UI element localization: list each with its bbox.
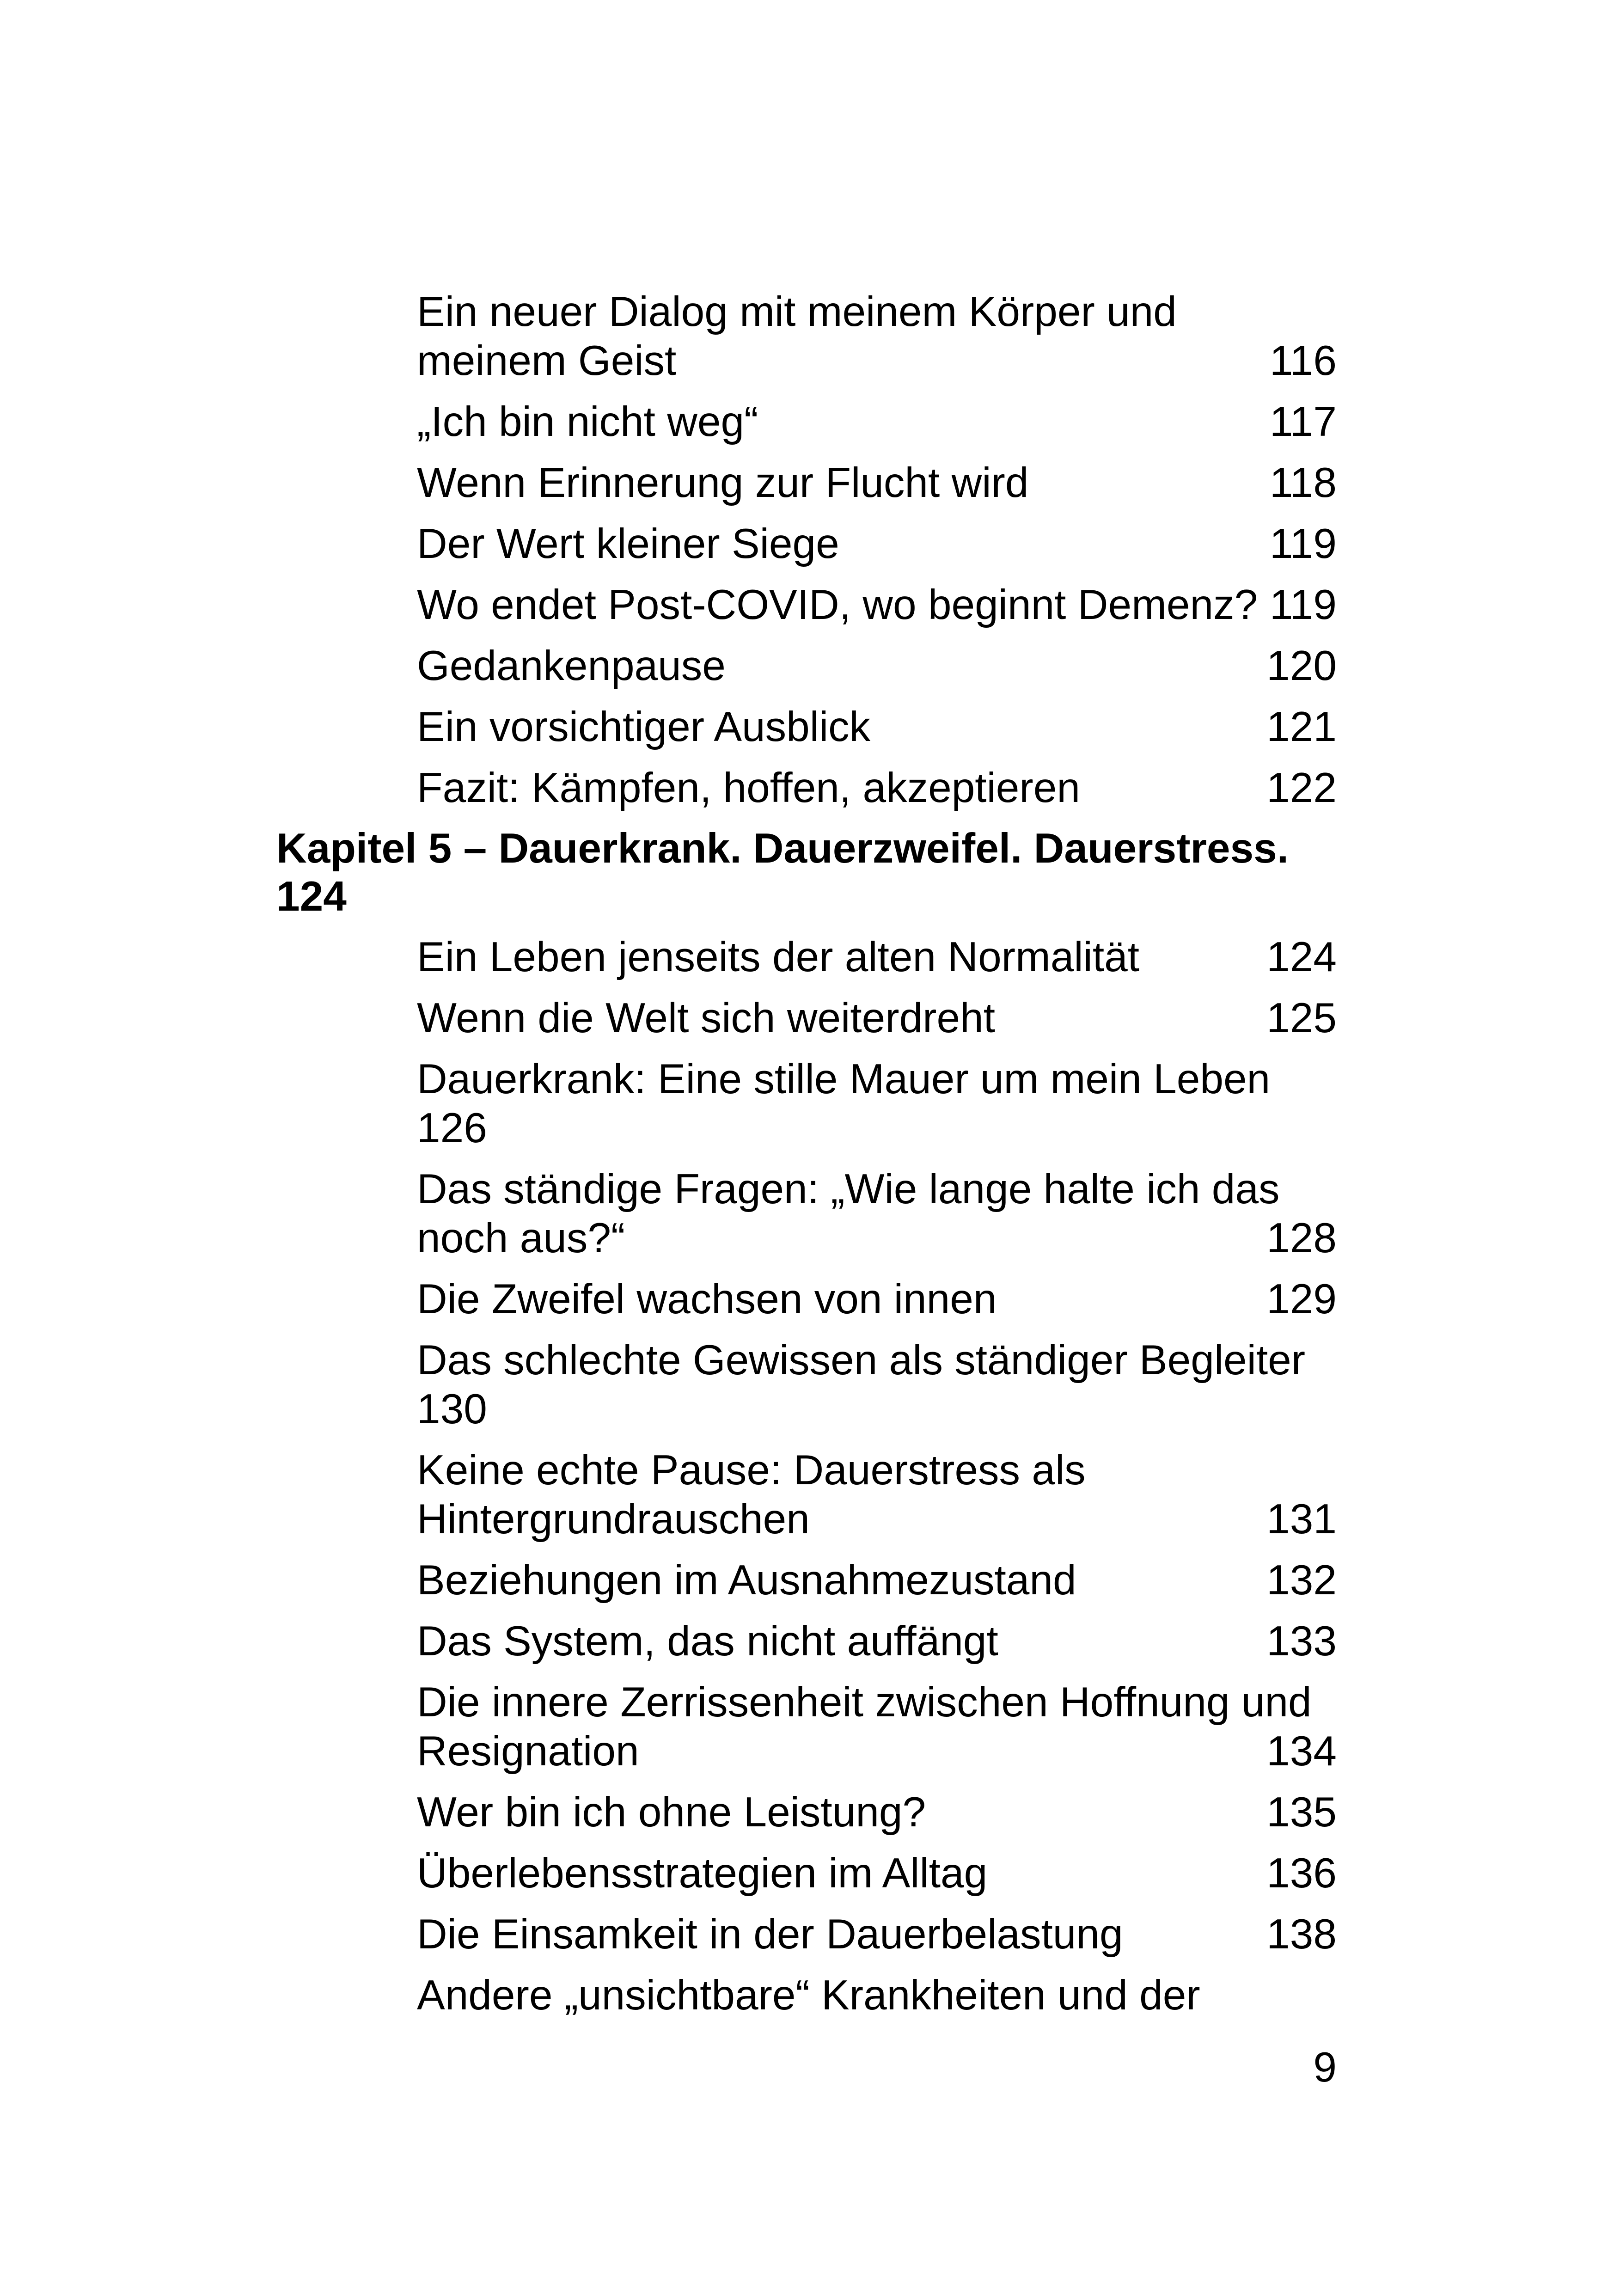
toc-entry-title: Fazit: Kämpfen, hoffen, akzeptieren [417,765,1080,811]
toc-entry [417,703,1337,752]
chapter-heading [276,825,1339,921]
toc-entry-title: Beziehungen im Ausnahmezustand [417,1557,1076,1604]
toc-entry-page: 130 [417,1386,487,1433]
toc-entry-title: Andere „unsichtbare“ Krankheiten und der [417,1972,1200,2019]
toc-entry-page: 132 [1266,1557,1337,1604]
toc-entry-title: Wenn Erinnerung zur Flucht wird [417,459,1029,506]
toc-entry-title: Ein vorsichtiger Ausblick [417,704,871,750]
toc-section-before [0,288,1614,813]
page-number: 9 [1313,2044,1337,2091]
chapter-page-number: 124 [276,873,347,920]
toc-entry [417,1165,1337,1263]
toc-entry [417,933,1337,982]
toc-entry [417,1678,1337,1776]
toc-entry-title: Dauerkrank: Eine stille Mauer um mein Leben [417,1056,1271,1102]
chapter-title: Kapitel 5 – Dauerkrank. Dauerzweifel. Dauerstress. [276,825,1289,872]
toc-entry-page: 118 [1269,459,1337,506]
toc-entry-title: Wo endet Post-COVID, wo beginnt Demenz? [417,582,1258,628]
toc-entry-page: 125 [1266,995,1337,1041]
toc-entry-title: Das ständige Fragen: „Wie lange halte ich das noch aus?“ [417,1166,1280,1261]
toc-entry-page: 134 [1266,1728,1337,1775]
toc-entry-title: Wenn die Welt sich weiterdreht [417,995,995,1041]
toc-entry-title: Das System, das nicht auffängt [417,1618,998,1665]
toc-entry-page: 135 [1266,1789,1337,1836]
toc-entry-page: 120 [1266,643,1337,689]
toc-entry-page: 138 [1266,1911,1337,1958]
toc-entry-title: Keine echte Pause: Dauerstress als Hintergrundrauschen [417,1447,1086,1543]
toc-entry [417,1971,1337,2020]
toc-entry [417,1788,1337,1837]
toc-section-after [0,933,1614,2020]
toc-entry-title: Gedankenpause [417,643,726,689]
toc-entry-title: Wer bin ich ohne Leistung? [417,1789,926,1836]
toc-entry-title: Das schlechte Gewissen als ständiger Begleiter [417,1337,1306,1384]
toc-entry-page: 122 [1266,765,1337,811]
toc-entry [417,994,1337,1043]
toc-entry [417,1617,1337,1666]
toc-entry-title: Die Einsamkeit in der Dauerbelastung [417,1911,1123,1958]
toc-entry [417,288,1337,386]
toc-entry [417,1055,1337,1153]
toc-entry-title: Der Wert kleiner Siege [417,520,839,567]
toc-entry-page: 121 [1266,704,1337,750]
toc-entry [417,581,1337,630]
toc-entry-page: 124 [1266,934,1337,980]
toc-entry-page: 133 [1266,1618,1337,1665]
toc-entry [417,1556,1337,1605]
toc-entry [417,459,1337,508]
toc-entry-page: 136 [1266,1850,1337,1897]
toc-entry [417,642,1337,691]
toc-entry-page: 129 [1266,1276,1337,1322]
toc-entry-title: „Ich bin nicht weg“ [417,398,758,445]
toc-entry-page: 119 [1269,582,1337,628]
toc-entry-title: Die Zweifel wachsen von innen [417,1276,997,1322]
toc-entry [417,1910,1337,1959]
toc-entry-title: Ein Leben jenseits der alten Normalität [417,934,1140,980]
toc-entry-page: 126 [417,1105,487,1151]
toc-entry-title: Überlebensstrategien im Alltag [417,1850,988,1897]
toc-entry-page: 131 [1266,1496,1337,1543]
toc-entry-page: 119 [1269,520,1337,567]
toc-entry-page: 128 [1266,1215,1337,1261]
toc-entry [417,1275,1337,1324]
toc-entry [417,520,1337,569]
toc-entry [417,764,1337,813]
toc-entry-page: 116 [1269,337,1337,384]
toc-entry [417,398,1337,447]
toc-entry [417,1336,1337,1434]
toc-entry-title: Ein neuer Dialog mit meinem Körper und meinem Geist [417,288,1177,384]
toc-entry-title: Die innere Zerrissenheit zwischen Hoffnung und Resignation [417,1679,1312,1775]
toc-entry-page: 117 [1269,398,1337,445]
toc-entry [417,1446,1337,1544]
table-of-contents [0,288,1614,2032]
toc-entry [417,1849,1337,1898]
